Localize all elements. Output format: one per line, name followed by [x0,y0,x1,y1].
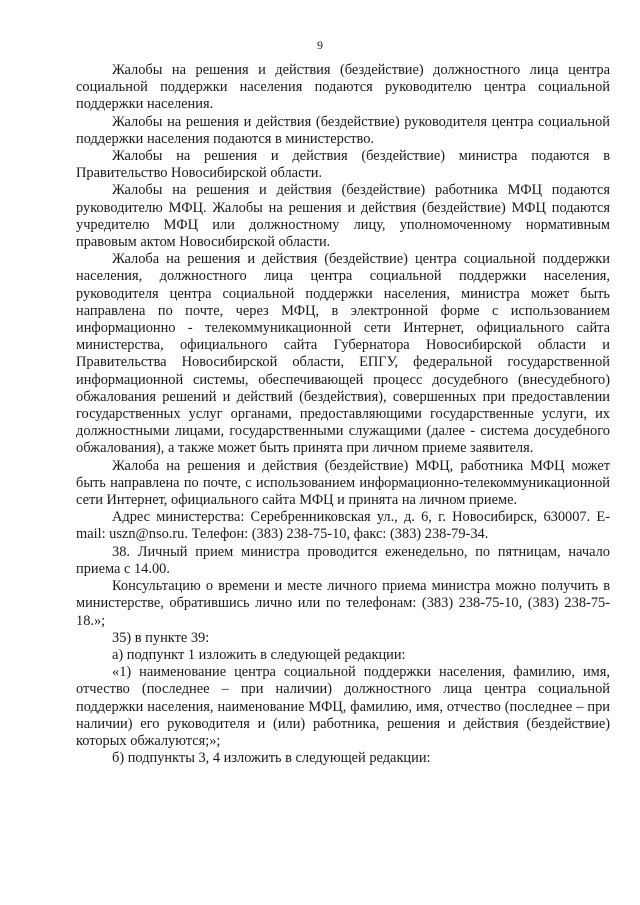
paragraph: 38. Личный прием министра проводится еженедельно, по пятницам, начало приема с 14.00. [76,543,610,577]
paragraph: Консультацию о времени и месте личного приема министра можно получить в министерстве, обратившись лично или по телефонам: (383) 238-75-10, (383) 238-75-18.»; [76,578,610,629]
paragraph: «1) наименование центра социальной поддержки населения, фамилию, имя, отчество (последнее – при наличии) должностного лица центра социальной поддержки населения, наименование МФЦ, фамилию, имя, отчество (последнее – при наличии) его руководителя и (или) работника, решения и действия (бездействие) которых обжалуются;»; [76,664,610,749]
paragraph: Жалоба на решения и действия (бездействие) МФЦ, работника МФЦ может быть направлена по почте, с использованием информационно-телекоммуникационной сети Интернет, официального сайта МФЦ и принята на личном приеме. [76,457,610,509]
paragraph: а) подпункт 1 изложить в следующей редакции: [112,646,406,663]
paragraph: Жалобы на решения и действия (бездействие) руководителя центра социальной поддержки населения подаются в министерство. [76,113,610,147]
paragraph: Жалоба на решения и действия (бездействие) центра социальной поддержки населения, должностного лица центра социальной поддержки населения, руководителя центра социальной поддержки населения, министра может быть направлена по почте, через МФЦ, в электронной форме с использованием информационно - телекоммуникационной сети Интернет, официального сайта министерства, официального сайта Губернатора Новосибирской области и Правительства Новосибирской области, ЕПГУ, федеральной государственной информационной системы, обеспечивающей процесс досудебного (внесудебного) обжалования решений и действий (бездействия), совершенных при предоставлении государственных услуг органами, предоставляющими государственные услуги, их должностными лицами, государственными служащими (далее - система досудебного обжалования), а также может быть принята при личном приеме заявителя. [76,251,610,457]
paragraph: б) подпункты 3, 4 изложить в следующей редакции: [112,750,431,767]
paragraph: Жалобы на решения и действия (бездействие) министра подаются в Правительство Новосибирской области. [76,148,610,182]
page-number: 9 [317,38,323,52]
document-body [76,62,610,767]
paragraph: Адрес министерства: Серебренниковская ул., д. 6, г. Новосибирск, 630007. E-mail: uszn@nso.ru. Телефон: (383) 238-75-10, факс: (383) 238-79-34. [76,509,610,543]
paragraph: Жалобы на решения и действия (бездействие) должностного лица центра социальной поддержки населения подаются руководителю центра социальной поддержки населения. [76,62,610,113]
paragraph: 35) в пункте 39: [112,629,210,646]
paragraph: Жалобы на решения и действия (бездействие) работника МФЦ подаются руководителю МФЦ. Жалобы на решения и действия (бездействие) МФЦ подаются учредителю МФЦ или должностному лицу, уполномоченному нормативным правовым актом Новосибирской области. [76,182,610,251]
